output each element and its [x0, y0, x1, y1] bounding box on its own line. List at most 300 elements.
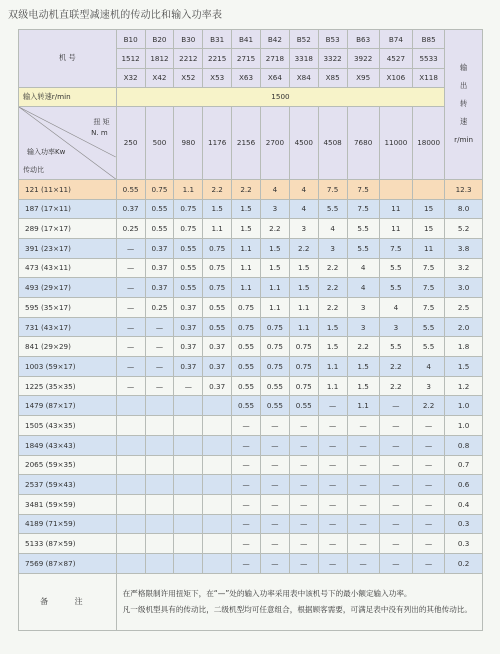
power-cell: 4 — [289, 179, 318, 199]
power-cell: — — [145, 376, 174, 396]
output-speed-cell: 0.8 — [445, 435, 483, 455]
power-cell: — — [347, 475, 379, 495]
power-cell — [203, 435, 232, 455]
power-cell: 1.1 — [232, 238, 261, 258]
power-cell: 1.5 — [347, 357, 379, 377]
power-cell — [116, 396, 145, 416]
model-cell: 4527 — [379, 49, 412, 68]
power-cell — [116, 514, 145, 534]
power-cell — [116, 455, 145, 475]
power-cell: — — [289, 553, 318, 573]
power-cell: 3 — [260, 199, 289, 219]
power-cell: — — [347, 455, 379, 475]
output-speed-cell: 8.0 — [445, 199, 483, 219]
power-cell: 5.5 — [318, 199, 347, 219]
power-cell: 15 — [413, 219, 445, 239]
power-cell: 1.5 — [289, 278, 318, 298]
model-row-1 — [19, 30, 483, 49]
power-cell: — — [379, 514, 412, 534]
power-cell: 11 — [379, 219, 412, 239]
power-cell: 0.75 — [203, 238, 232, 258]
power-cell: 7.5 — [347, 179, 379, 199]
power-cell: 0.37 — [203, 337, 232, 357]
model-cell: B10 — [116, 30, 145, 49]
power-cell: 1.5 — [318, 317, 347, 337]
power-cell: 0.37 — [145, 278, 174, 298]
power-cell: 0.75 — [260, 357, 289, 377]
power-cell: — — [116, 258, 145, 278]
model-cell: B42 — [260, 30, 289, 49]
model-cell: X118 — [413, 68, 445, 87]
ratio-cell: 7569 (87×87) — [19, 553, 117, 573]
power-cell: 2.2 — [260, 219, 289, 239]
power-cell: — — [289, 534, 318, 554]
table-row — [19, 179, 483, 199]
power-cell — [203, 553, 232, 573]
power-cell — [174, 455, 203, 475]
power-cell: 0.75 — [232, 317, 261, 337]
table-row — [19, 199, 483, 219]
output-speed-unit: r/min — [454, 135, 474, 145]
output-speed-cell: 2.5 — [445, 298, 483, 318]
table-row — [19, 553, 483, 573]
power-cell: — — [347, 435, 379, 455]
power-cell: — — [116, 317, 145, 337]
power-cell: 0.55 — [116, 179, 145, 199]
power-cell: — — [318, 455, 347, 475]
power-cell: — — [289, 494, 318, 514]
power-cell — [174, 475, 203, 495]
power-cell: — — [347, 514, 379, 534]
power-cell: — — [413, 494, 445, 514]
power-cell: — — [413, 553, 445, 573]
power-cell: — — [318, 396, 347, 416]
model-cell: 2212 — [174, 49, 203, 68]
power-cell — [145, 396, 174, 416]
output-speed-cell: 1.8 — [445, 337, 483, 357]
power-cell: — — [347, 416, 379, 436]
table-row — [19, 416, 483, 436]
power-cell: — — [145, 357, 174, 377]
power-cell: — — [232, 416, 261, 436]
power-cell: 0.37 — [145, 238, 174, 258]
power-cell — [203, 416, 232, 436]
power-cell: 0.55 — [232, 337, 261, 357]
model-cell: B85 — [413, 30, 445, 49]
power-cell — [174, 396, 203, 416]
power-cell: 1.1 — [232, 258, 261, 278]
model-cell: X52 — [174, 68, 203, 87]
torque-cell: 1176 — [203, 106, 232, 179]
power-cell: — — [413, 534, 445, 554]
output-speed-header — [445, 30, 483, 180]
power-cell: — — [347, 553, 379, 573]
power-cell: 3 — [347, 317, 379, 337]
power-cell: 0.55 — [232, 376, 261, 396]
output-speed-cell: 3.0 — [445, 278, 483, 298]
power-cell — [116, 534, 145, 554]
power-cell: 1.5 — [260, 238, 289, 258]
ratio-cell: 731 (43×17) — [19, 317, 117, 337]
power-cell: 1.5 — [232, 199, 261, 219]
input-power-label: 输入功率Kw — [27, 147, 66, 156]
torque-cell: 18000 — [413, 106, 445, 179]
output-speed-cell: 5.2 — [445, 219, 483, 239]
output-speed-cell: 0.3 — [445, 534, 483, 554]
ratio-cell: 121 (11×11) — [19, 179, 117, 199]
power-cell — [203, 494, 232, 514]
output-speed-char: 速 — [460, 117, 468, 127]
power-cell: — — [379, 416, 412, 436]
power-cell: 3 — [379, 317, 412, 337]
power-cell: 1.5 — [318, 337, 347, 357]
power-cell — [116, 435, 145, 455]
power-cell: 0.55 — [174, 238, 203, 258]
model-cell: 5533 — [413, 49, 445, 68]
model-cell: X84 — [289, 68, 318, 87]
power-cell: 0.55 — [260, 376, 289, 396]
power-cell: — — [289, 475, 318, 495]
power-cell: — — [116, 278, 145, 298]
power-cell: 3 — [347, 298, 379, 318]
power-cell: 2.2 — [318, 298, 347, 318]
power-cell: 7.5 — [413, 278, 445, 298]
power-cell — [174, 416, 203, 436]
table-row — [19, 258, 483, 278]
power-cell: 1.1 — [347, 396, 379, 416]
table-row — [19, 317, 483, 337]
table-row — [19, 298, 483, 318]
power-cell: — — [145, 337, 174, 357]
power-cell: 1.1 — [289, 317, 318, 337]
torque-unit: N. m — [91, 128, 108, 137]
power-cell: 0.37 — [116, 199, 145, 219]
power-cell: 1.1 — [203, 219, 232, 239]
output-speed-cell: 12.3 — [445, 179, 483, 199]
power-cell: — — [379, 475, 412, 495]
power-cell: — — [289, 416, 318, 436]
model-cell: B52 — [289, 30, 318, 49]
table-row — [19, 396, 483, 416]
power-cell — [413, 179, 445, 199]
power-cell — [174, 494, 203, 514]
power-cell: — — [116, 337, 145, 357]
power-cell: — — [116, 357, 145, 377]
table-row — [19, 219, 483, 239]
remarks-label: 备 注 — [19, 573, 117, 630]
power-cell: 0.75 — [289, 337, 318, 357]
power-cell: — — [379, 553, 412, 573]
power-cell: 0.55 — [203, 317, 232, 337]
power-cell: — — [379, 494, 412, 514]
ratio-cell: 1003 (59×17) — [19, 357, 117, 377]
power-cell: — — [232, 494, 261, 514]
model-cell: X32 — [116, 68, 145, 87]
power-cell: 5.5 — [347, 238, 379, 258]
power-cell: 0.25 — [145, 298, 174, 318]
power-cell: 1.1 — [318, 357, 347, 377]
table-row — [19, 494, 483, 514]
model-cell: B20 — [145, 30, 174, 49]
power-cell: — — [347, 534, 379, 554]
power-cell: 2.2 — [413, 396, 445, 416]
output-speed-char: 转 — [460, 99, 468, 109]
power-cell — [145, 416, 174, 436]
model-cell: 1512 — [116, 49, 145, 68]
power-cell: 2.2 — [379, 357, 412, 377]
ratio-cell: 2537 (59×43) — [19, 475, 117, 495]
power-cell: — — [116, 298, 145, 318]
note-line: 凡一级机型具有的传动比，二级机型均可任意组合，根据顾客需要，可满足表中没有列出的其他传动比。 — [122, 604, 472, 614]
power-cell — [145, 534, 174, 554]
power-cell: 11 — [413, 238, 445, 258]
table-row — [19, 514, 483, 534]
power-cell — [174, 514, 203, 534]
ratio-cell: 187 (17×11) — [19, 199, 117, 219]
power-cell: 0.55 — [203, 298, 232, 318]
note-line: 在严格限制许用扭矩下，在“—”处的输入功率采用表中该机号下的最小额定输入功率。 — [122, 588, 412, 598]
table-row — [19, 337, 483, 357]
power-cell — [145, 494, 174, 514]
output-speed-char: 出 — [460, 81, 468, 91]
model-cell: 2215 — [203, 49, 232, 68]
power-cell: — — [260, 553, 289, 573]
power-cell: 4 — [379, 298, 412, 318]
torque-cell: 2700 — [260, 106, 289, 179]
power-cell — [145, 553, 174, 573]
ratio-cell: 1849 (43×43) — [19, 435, 117, 455]
power-cell: — — [379, 534, 412, 554]
torque-cell: 2156 — [232, 106, 261, 179]
torque-row — [19, 106, 483, 179]
power-cell: 3 — [289, 219, 318, 239]
power-cell: 7.5 — [379, 238, 412, 258]
power-cell: 7.5 — [413, 258, 445, 278]
model-cell: 2715 — [232, 49, 261, 68]
power-cell — [145, 455, 174, 475]
power-cell: 0.75 — [174, 199, 203, 219]
power-cell — [203, 534, 232, 554]
torque-cell: 4508 — [318, 106, 347, 179]
power-cell: — — [318, 534, 347, 554]
power-cell — [116, 416, 145, 436]
power-cell: 0.55 — [260, 396, 289, 416]
power-cell: 4 — [347, 258, 379, 278]
power-cell: 2.2 — [379, 376, 412, 396]
power-cell: 5.5 — [413, 337, 445, 357]
power-cell: 3 — [413, 376, 445, 396]
power-cell: 7.5 — [413, 298, 445, 318]
output-speed-char: 输 — [460, 63, 468, 73]
power-cell: — — [260, 475, 289, 495]
power-cell: 0.25 — [116, 219, 145, 239]
power-cell: 0.37 — [203, 376, 232, 396]
power-cell: 7.5 — [318, 179, 347, 199]
power-cell: — — [260, 494, 289, 514]
power-cell: 4 — [289, 199, 318, 219]
power-cell: 0.37 — [174, 337, 203, 357]
ratio-cell: 595 (35×17) — [19, 298, 117, 318]
power-cell: 0.55 — [232, 357, 261, 377]
power-cell: — — [413, 435, 445, 455]
table-row — [19, 357, 483, 377]
power-cell: 0.37 — [174, 298, 203, 318]
power-cell: 1.5 — [289, 258, 318, 278]
power-cell — [145, 435, 174, 455]
power-cell: 0.55 — [232, 396, 261, 416]
model-cell: X85 — [318, 68, 347, 87]
ratio-cell: 493 (29×17) — [19, 278, 117, 298]
torque-cell: 7680 — [347, 106, 379, 179]
torque-label: 扭 矩 — [93, 117, 110, 126]
model-cell: B74 — [379, 30, 412, 49]
remarks-text — [116, 573, 482, 630]
power-cell: 0.37 — [174, 317, 203, 337]
power-cell: 1.1 — [260, 298, 289, 318]
ratio-cell: 5133 (87×59) — [19, 534, 117, 554]
power-cell: 15 — [413, 199, 445, 219]
power-cell: 0.75 — [203, 278, 232, 298]
output-speed-cell: 0.7 — [445, 455, 483, 475]
power-cell — [174, 435, 203, 455]
power-cell: — — [174, 376, 203, 396]
power-cell — [379, 179, 412, 199]
power-cell: — — [289, 455, 318, 475]
power-cell: — — [260, 514, 289, 534]
power-cell: 0.75 — [174, 219, 203, 239]
power-cell: 1.1 — [174, 179, 203, 199]
model-cell: 3322 — [318, 49, 347, 68]
power-cell: 0.75 — [145, 179, 174, 199]
input-speed-value: 1500 — [116, 87, 445, 106]
power-cell: 0.55 — [145, 219, 174, 239]
model-cell: X64 — [260, 68, 289, 87]
power-cell — [116, 494, 145, 514]
power-cell: 2.2 — [318, 258, 347, 278]
power-cell: 0.37 — [145, 258, 174, 278]
ratio-cell: 1225 (35×35) — [19, 376, 117, 396]
ratio-cell: 289 (17×17) — [19, 219, 117, 239]
table-row — [19, 475, 483, 495]
power-cell: 5.5 — [379, 278, 412, 298]
power-cell: 4 — [260, 179, 289, 199]
table-row — [19, 435, 483, 455]
power-cell: — — [347, 494, 379, 514]
model-cell: B41 — [232, 30, 261, 49]
power-cell: — — [260, 534, 289, 554]
ratio-cell: 1479 (87×17) — [19, 396, 117, 416]
power-cell: 0.75 — [203, 258, 232, 278]
power-cell — [174, 534, 203, 554]
torque-cell: 11000 — [379, 106, 412, 179]
output-speed-cell: 0.4 — [445, 494, 483, 514]
power-cell: — — [318, 416, 347, 436]
power-cell: 0.75 — [289, 376, 318, 396]
power-cell: 1.5 — [347, 376, 379, 396]
power-cell: — — [413, 514, 445, 534]
power-cell: 4 — [318, 219, 347, 239]
ratio-cell: 391 (23×17) — [19, 238, 117, 258]
ratio-cell: 841 (29×29) — [19, 337, 117, 357]
power-cell — [203, 396, 232, 416]
power-cell: 3 — [318, 238, 347, 258]
power-cell: 5.5 — [413, 317, 445, 337]
power-cell: — — [232, 553, 261, 573]
power-cell: 0.75 — [289, 357, 318, 377]
power-cell: 5.5 — [379, 337, 412, 357]
power-cell: — — [318, 553, 347, 573]
output-speed-cell: 1.0 — [445, 396, 483, 416]
power-cell: — — [379, 455, 412, 475]
power-cell: 2.2 — [289, 238, 318, 258]
diagonal-header — [19, 106, 117, 179]
output-speed-cell: 3.2 — [445, 258, 483, 278]
power-cell: 5.5 — [379, 258, 412, 278]
power-cell: — — [413, 455, 445, 475]
table-row — [19, 238, 483, 258]
remarks-row — [19, 573, 483, 630]
power-cell: — — [289, 514, 318, 534]
power-cell: — — [145, 317, 174, 337]
ratio-cell: 3481 (59×59) — [19, 494, 117, 514]
power-cell: 0.55 — [145, 199, 174, 219]
torque-cell: 500 — [145, 106, 174, 179]
table-row — [19, 455, 483, 475]
model-cell: X95 — [347, 68, 379, 87]
model-cell: B63 — [347, 30, 379, 49]
power-cell — [203, 475, 232, 495]
ratio-cell: 4189 (71×59) — [19, 514, 117, 534]
table-row — [19, 278, 483, 298]
power-cell: 1.1 — [318, 376, 347, 396]
power-cell: 5.5 — [347, 219, 379, 239]
model-cell: B30 — [174, 30, 203, 49]
reducer-spec-table — [18, 29, 483, 631]
ratio-label: 传动比 — [23, 165, 44, 174]
machine-no-label: 机 号 — [19, 30, 117, 88]
model-cell: 3318 — [289, 49, 318, 68]
power-cell — [145, 514, 174, 534]
power-cell: 0.37 — [203, 357, 232, 377]
power-cell: — — [260, 435, 289, 455]
torque-cell: 250 — [116, 106, 145, 179]
power-cell: 0.75 — [232, 298, 261, 318]
table-row — [19, 376, 483, 396]
model-cell: X42 — [145, 68, 174, 87]
power-cell: 0.55 — [289, 396, 318, 416]
output-speed-cell: 0.2 — [445, 553, 483, 573]
input-speed-label: 输入转速r/min — [19, 87, 117, 106]
torque-cell: 980 — [174, 106, 203, 179]
ratio-cell: 2065 (59×35) — [19, 455, 117, 475]
ratio-cell: 1505 (43×35) — [19, 416, 117, 436]
output-speed-cell: 2.0 — [445, 317, 483, 337]
power-cell: — — [318, 435, 347, 455]
power-cell: — — [413, 475, 445, 495]
power-cell: — — [413, 416, 445, 436]
power-cell: 1.5 — [232, 219, 261, 239]
output-speed-cell: 1.2 — [445, 376, 483, 396]
ratio-cell: 473 (43×11) — [19, 258, 117, 278]
model-cell: 1812 — [145, 49, 174, 68]
model-cell: B31 — [203, 30, 232, 49]
power-cell: — — [116, 238, 145, 258]
output-speed-cell: 1.5 — [445, 357, 483, 377]
power-cell: 1.1 — [232, 278, 261, 298]
power-cell: 0.55 — [174, 278, 203, 298]
input-speed-row — [19, 87, 483, 106]
power-cell — [116, 475, 145, 495]
